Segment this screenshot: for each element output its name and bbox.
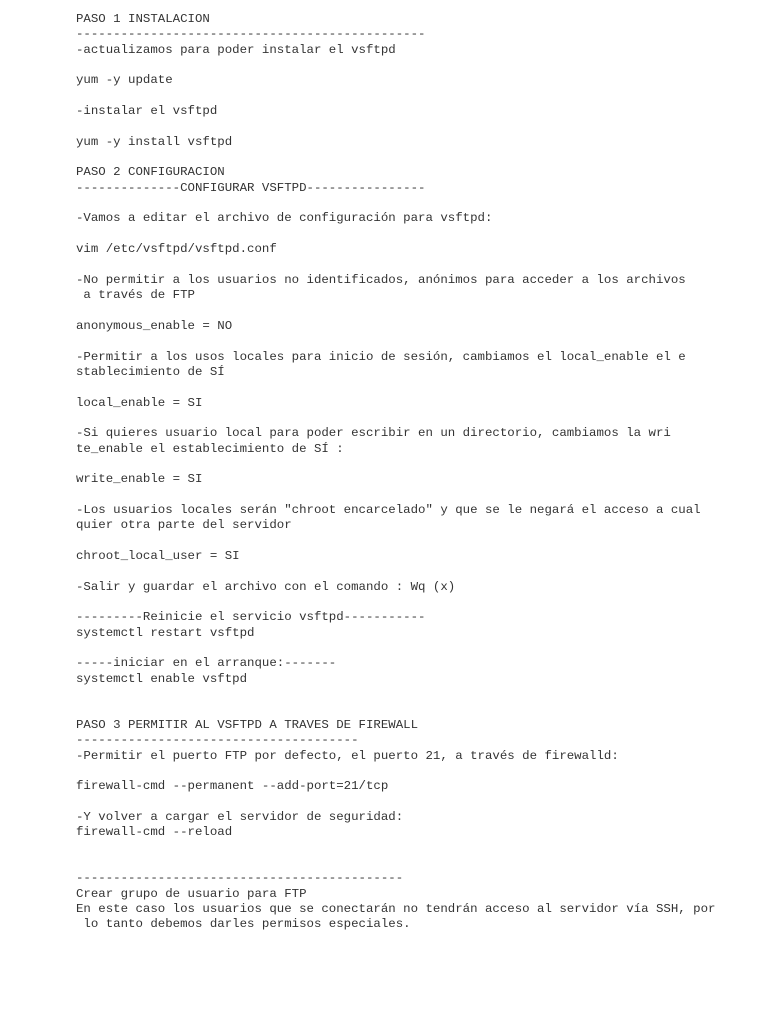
document-body [76,12,756,933]
text-line [76,841,756,856]
text-line: -Si quieres usuario local para poder escribir en un directorio, cambiamos la wri [76,426,671,441]
text-line [76,411,756,426]
text-line [76,702,756,717]
text-line [76,258,756,273]
text-line: systemctl enable vsftpd [76,671,248,686]
text-line: vim /etc/vsftpd/vsftpd.conf [76,242,277,257]
text-line: -actualizamos para poder instalar el vsftpd [76,42,396,57]
text-line: -Los usuarios locales serán "chroot encarcelado" y que se le negará el acceso a cual [76,503,701,517]
text-line: PASO 2 CONFIGURACION [76,165,225,180]
text-line: -Permitir a los usos locales para inicio de sesión, cambiamos el local_enable el e [76,349,686,364]
text-line: te_enable el establecimiento de SÍ : [76,441,344,456]
text-line [76,196,756,211]
text-line [76,89,756,104]
text-line: quier otra parte del servidor [76,518,292,533]
text-line: -Vamos a editar el archivo de configuración para vsftpd: [76,211,493,226]
text-line [76,564,756,579]
text-line: chroot_local_user = SI [76,549,240,564]
text-line [76,856,756,871]
text-line: yum -y install vsftpd [76,134,233,149]
text-line: lo tanto debemos darles permisos especiales. [76,917,411,932]
text-line [76,795,756,810]
text-line: -instalar el vsftpd [76,104,218,119]
text-line: PASO 3 PERMITIR AL VSFTPD A TRAVES DE FIREWALL [76,717,419,732]
text-line [76,304,756,319]
text-line: firewall-cmd --reload [76,825,233,840]
text-line: ----------------------------------------------- [76,27,426,42]
text-line [76,488,756,503]
text-line [76,764,756,779]
text-line [76,227,756,242]
text-line: -No permitir a los usuarios no identificados, anónimos para acceder a los archivos [76,272,686,287]
text-line: -------------------------------------------- [76,871,404,886]
text-line: --------------CONFIGURAR VSFTPD---------------- [76,180,426,195]
text-line [76,334,756,349]
text-line [76,641,756,656]
text-line [76,534,756,549]
text-line: -------------------------------------- [76,733,359,748]
text-line: stablecimiento de SÍ [76,364,225,379]
text-line [76,150,756,165]
text-line: a través de FTP [76,288,195,303]
text-line: -Permitir el puerto FTP por defecto, el puerto 21, a través de firewalld: [76,748,619,763]
text-line: systemctl restart vsftpd [76,625,255,640]
text-line: anonymous_enable = NO [76,318,233,333]
text-line [76,119,756,134]
text-line: En este caso los usuarios que se conectarán no tendrán acceso al servidor vía SSH, por [76,901,716,916]
text-line [76,687,756,702]
text-line: Crear grupo de usuario para FTP [76,886,307,901]
text-line: -Salir y guardar el archivo con el comando : Wq (x) [76,579,456,594]
text-line: -----iniciar en el arranque:------- [76,656,337,671]
text-line [76,595,756,610]
text-line: ---------Reinicie el servicio vsftpd----------- [76,610,426,625]
text-line: yum -y update [76,73,173,88]
text-line: PASO 1 INSTALACION [76,12,210,26]
text-line: write_enable = SI [76,472,203,487]
text-line [76,457,756,472]
text-line [76,58,756,73]
text-line: -Y volver a cargar el servidor de seguridad: [76,809,404,824]
text-line: firewall-cmd --permanent --add-port=21/tcp [76,779,389,794]
text-line: local_enable = SI [76,395,203,410]
text-line [76,380,756,395]
